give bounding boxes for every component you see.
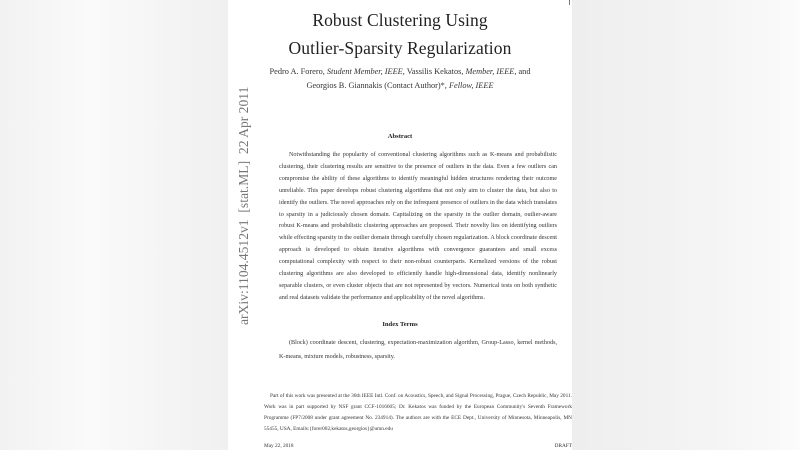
footnote-text: Part of this work was presented at the 36th IEEE Intl. Conf. on Acoustics, Speech, and Signal Processing, Prague, Czech Republic, May 2011. Work was in part supported by NSF grant CCF-1016605; Dr. Kekatos was funded by the European Community's Seventh Framework Programme (FP7/2008 under grant agreement No. 234914). The authors are with the ECE Dept., University of Minnesota, Minneapolis, MN 55455, USA, Emails:{forer002,kekatos,georgios}@umn.edu	[264, 393, 572, 433]
page-corner-mark	[569, 0, 570, 5]
author-giannakis-role: Fellow, IEEE	[448, 81, 494, 90]
paper-title-line-2: Outlier-Sparsity Regularization	[288, 38, 512, 58]
author-kekatos: Vassilis Kekatos,	[404, 67, 466, 76]
author-forero-role: Student Member, IEEE,	[326, 67, 405, 76]
author-kekatos-role: Member, IEEE,	[465, 67, 517, 76]
index-terms-heading: Index Terms	[382, 321, 418, 328]
background-right	[572, 0, 800, 450]
footer-date: May 22, 2018	[264, 443, 294, 449]
arxiv-identifier-stamp: arXiv:1104.4512v1 [stat.ML] 22 Apr 2011	[236, 86, 251, 325]
authors-conjunction: and	[516, 67, 531, 76]
authors-line-1	[228, 67, 572, 76]
footer-draft-label: DRAFT	[554, 443, 572, 449]
author-forero: Pedro A. Forero,	[269, 67, 327, 76]
index-terms-text: (Block) coordinate descent, clustering, expectation-maximization algorithm, Group-Lasso, kernel methods, K-means, mixture models, robustness, sparsity.	[279, 340, 557, 360]
abstract-heading: Abstract	[387, 133, 413, 140]
background-left	[0, 0, 228, 450]
author-giannakis: Georgios B. Giannakis (Contact Author)*,	[306, 81, 449, 90]
authors-line-2	[228, 81, 572, 90]
paper-title-line-1: Robust Clustering Using	[312, 10, 488, 30]
abstract-text: Notwithstanding the popularity of conventional clustering algorithms such as K-means and probabilistic clustering, their clustering results are sensitive to the presence of outliers in the data. Even a few outliers can compromise the ability of these algorithms to identify meaningful hidden structures rendering their outcome unreliable. This paper develops robust clustering algorithms that not only aim to cluster the data, but also to identify the outliers. The novel approaches rely on the infrequent presence of outliers in the data which translates to sparsity in a judiciously chosen domain. Capitalizing on the sparsity in the outlier domain, outlier-aware robust K-means and probabilistic clustering approaches are proposed. Their novelty lies on identifying outliers while effecting sparsity in the outlier domain through carefully chosen regularization. A block coordinate descent approach is developed to obtain iterative algorithms with convergence guarantees and small excess computational complexity with respect to their non-robust counterparts. Kernelized versions of the robust clustering algorithms are also developed to efficiently handle high-dimensional data, identify nonlinearly separable clusters, or even cluster objects that are not represented by vectors. Numerical tests on both synthetic and real datasets validate the performance and applicability of the novel algorithms.	[279, 152, 558, 301]
